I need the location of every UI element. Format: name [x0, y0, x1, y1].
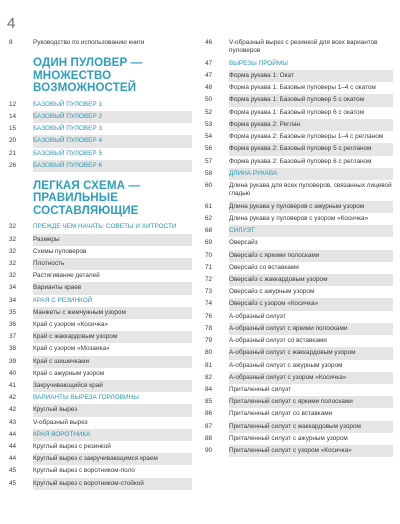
toc-entry-title: Оверсайз с яркими полосками — [229, 250, 393, 262]
toc-entry[interactable] — [205, 168, 393, 180]
section-heading-line: ЛЕГКАЯ СХЕМА — — [33, 178, 141, 192]
toc-entry-title: БАЗОВЫЙ ПУЛОВЕР 6 — [33, 160, 192, 172]
toc-page-number: 72 — [205, 276, 213, 284]
toc-page-number: 62 — [205, 215, 213, 223]
toc-entry[interactable] — [9, 135, 192, 147]
toc-page-number: 90 — [205, 446, 213, 454]
toc-entry-title: А-образный силуэт — [229, 312, 286, 320]
toc-entry[interactable] — [9, 307, 192, 319]
toc-entry-title: Длина рукава для всех пуловеров, связанных лицевой гладью — [229, 182, 392, 198]
toc-entry[interactable] — [9, 343, 192, 355]
toc-entry-title: Форма рукава 1: Окат — [229, 70, 393, 82]
toc-page-number: 52 — [205, 108, 213, 116]
toc-entry[interactable] — [205, 286, 393, 298]
toc-entry[interactable] — [205, 213, 393, 225]
toc-entry-title: Круглый вырез с закручивающимся краем — [33, 453, 192, 465]
toc-entry-title: Приталенный силуэт — [229, 385, 292, 393]
toc-page-number: 44 — [9, 430, 17, 438]
toc-entry[interactable] — [9, 429, 192, 441]
toc-entry[interactable] — [205, 225, 393, 237]
toc-page-number: 35 — [9, 308, 17, 316]
toc-entry-title: Форма рукава 1: Базовый пуловер 6 с окатом — [229, 108, 365, 116]
toc-entry[interactable] — [205, 107, 393, 119]
toc-entry[interactable] — [205, 445, 393, 457]
toc-entry[interactable] — [205, 262, 393, 274]
toc-entry[interactable] — [9, 246, 192, 258]
toc-page-number: 40 — [9, 369, 17, 377]
toc-page-number: 34 — [9, 296, 17, 304]
toc-entry[interactable] — [205, 274, 393, 286]
toc-entry[interactable] — [205, 250, 393, 262]
toc-page-number: 80 — [205, 349, 213, 357]
toc-entry-title: Край с узором «Мозаика» — [33, 345, 110, 353]
toc-page-number: 85 — [205, 398, 213, 406]
toc-entry[interactable] — [205, 94, 393, 106]
toc-left-column — [9, 37, 192, 490]
toc-entry-title: Варианты краев — [33, 282, 192, 294]
toc-entry-title: Приталенный силуэт с ажурным узором — [229, 434, 348, 442]
toc-entry[interactable] — [9, 380, 192, 392]
toc-page-number: 20 — [9, 137, 17, 145]
toc-entry-title: V-образный вырез с резинкой для всех вариантов пуловеров — [229, 39, 378, 55]
toc-page-number: 61 — [205, 202, 213, 210]
toc-entry[interactable] — [9, 160, 192, 172]
toc-page-number: 32 — [9, 223, 17, 231]
toc-entry[interactable] — [205, 237, 393, 249]
toc-page-number: 73 — [205, 288, 213, 296]
toc-entry-title: Закручивающийся край — [33, 380, 192, 392]
toc-page-number: 69 — [205, 239, 213, 247]
toc-entry-title: А-образный силуэт с жаккардовым узором — [229, 347, 393, 359]
toc-entry[interactable] — [205, 347, 393, 359]
toc-entry[interactable] — [205, 323, 393, 335]
toc-entry[interactable] — [9, 295, 192, 307]
toc-entry[interactable] — [9, 37, 192, 49]
toc-page-number: 12 — [9, 100, 17, 108]
toc-entry-title: Приталенный силуэт с яркими полосками — [229, 396, 393, 408]
toc-entry-title: Край с жаккардовым узором — [33, 331, 192, 343]
toc-entry-title: Оверсайз с узором «Косичка» — [229, 298, 393, 310]
toc-page-number: 45 — [9, 479, 17, 487]
toc-entry[interactable] — [9, 123, 192, 135]
toc-entry-title: Размеры — [33, 234, 192, 246]
toc-entry-title: Оверсайз с ажурным узором — [229, 288, 315, 296]
toc-entry[interactable] — [205, 433, 393, 445]
toc-page-number: 57 — [205, 157, 213, 165]
toc-page-number: 76 — [205, 312, 213, 320]
toc-entry[interactable] — [9, 258, 192, 270]
toc-entry-title: ВАРИАНТЫ ВЫРЕЗА ГОРЛОВИНЫ — [33, 394, 139, 402]
section-heading — [9, 180, 192, 218]
toc-entry[interactable] — [205, 143, 393, 155]
toc-entry-title: ПРЕЖДЕ ЧЕМ НАЧАТЬ: СОВЕТЫ И ХИТРОСТИ — [33, 223, 177, 231]
toc-entry[interactable] — [205, 119, 393, 131]
toc-entry-title: Форма рукава 1: Базовый пуловер 5 с окатом — [229, 94, 393, 106]
toc-entry[interactable] — [205, 70, 393, 82]
toc-page-number: 56 — [205, 145, 213, 153]
toc-page-number: 42 — [9, 394, 17, 402]
toc-page-number: 53 — [205, 120, 213, 128]
toc-page-number: 71 — [205, 263, 213, 271]
toc-entry-title: Край с шишечками — [33, 356, 192, 368]
toc-page-number: 70 — [205, 251, 213, 259]
toc-entry-title: Приталенный силуэт с жаккардовым узором — [229, 421, 393, 433]
toc-entry[interactable] — [205, 335, 393, 347]
toc-entry[interactable] — [9, 356, 192, 368]
toc-entry-title: А-образный силуэт со вставками — [229, 337, 327, 345]
section-heading-line: ОДИН ПУЛОВЕР — — [33, 56, 143, 70]
toc-entry-title: Плотность — [33, 258, 192, 270]
toc-page-number: 86 — [205, 410, 213, 418]
toc-entry-title: Край с ажурным узором — [33, 369, 105, 377]
toc-entry[interactable] — [205, 408, 393, 420]
toc-page-number: 15 — [9, 125, 17, 133]
toc-entry[interactable] — [205, 37, 393, 58]
toc-page-number: 32 — [9, 260, 17, 268]
toc-page-number: 41 — [9, 382, 17, 390]
toc-page-number: 79 — [205, 337, 213, 345]
toc-entry-title: БАЗОВЫЙ ПУЛОВЕР 2 — [33, 111, 192, 123]
page-number: 4 — [7, 15, 16, 32]
toc-entry[interactable] — [205, 131, 393, 143]
toc-entry[interactable] — [9, 465, 192, 477]
toc-entry-title: Форма рукава 2: Базовый пуловер 6 с регланом — [229, 157, 372, 165]
toc-page-number: 82 — [205, 373, 213, 381]
toc-page-number: 37 — [9, 333, 17, 341]
toc-entry-title: Круглый вырез с воротником-стойкой — [33, 478, 192, 490]
toc-page-number: 54 — [205, 133, 213, 141]
toc-entry-title: БАЗОВЫЙ ПУЛОВЕР 5 — [33, 149, 103, 157]
toc-entry-title: БАЗОВЫЙ ПУЛОВЕР 1 — [33, 100, 103, 108]
toc-entry[interactable] — [205, 396, 393, 408]
toc-entry[interactable] — [205, 156, 393, 168]
toc-entry[interactable] — [205, 421, 393, 433]
toc-entry[interactable] — [9, 111, 192, 123]
toc-entry[interactable] — [9, 99, 192, 111]
toc-page-number: 81 — [205, 361, 213, 369]
toc-entry[interactable] — [9, 148, 192, 160]
toc-page-number: 45 — [9, 467, 17, 475]
toc-entry-title: Форма рукава 2: Базовый пуловер 5 с регланом — [229, 143, 393, 155]
toc-page-number: 88 — [205, 434, 213, 442]
toc-entry-title: Форма рукава 2: Базовые пуловеры 1–4 с регланом — [229, 133, 384, 141]
section-heading-line: МНОЖЕСТВО ВОЗМОЖНОСТЕЙ — [33, 68, 137, 95]
toc-page-number: 78 — [205, 324, 213, 332]
toc-page-number: 14 — [9, 112, 17, 120]
toc-entry[interactable] — [9, 441, 192, 453]
toc-entry-title: КРАЯ ВОРОТНИКА — [33, 429, 192, 441]
toc-entry[interactable] — [9, 270, 192, 282]
toc-entry-title: Манжеты с жемчужным узором — [33, 307, 192, 319]
toc-page-number: 48 — [205, 84, 213, 92]
toc-page-number: 74 — [205, 300, 213, 308]
toc-entry-title: А-образный силуэт с яркими полосками — [229, 323, 393, 335]
toc-page-number: 46 — [205, 39, 213, 46]
toc-page-number: 39 — [9, 357, 17, 365]
toc-entry[interactable] — [9, 319, 192, 331]
toc-page-number: 84 — [205, 385, 213, 393]
toc-entry[interactable] — [9, 234, 192, 246]
toc-page-number: 32 — [9, 235, 17, 243]
toc-page-number: 87 — [205, 422, 213, 430]
toc-entry[interactable] — [9, 221, 192, 233]
toc-entry-title: Руководство по использованию книги — [33, 39, 145, 46]
toc-entry[interactable] — [9, 392, 192, 404]
toc-page-number: 44 — [9, 455, 17, 463]
toc-entry-title: Оверсайз — [229, 239, 258, 247]
toc-entry-title: Оверсайз со вставками — [229, 263, 299, 271]
toc-entry-title: Длина рукава у пуловеров с узором «Косичка» — [229, 215, 369, 223]
toc-page-number: 38 — [9, 345, 17, 353]
toc-entry-title: А-образный силуэт с ажурным узором — [229, 361, 343, 369]
toc-page-number: 44 — [9, 443, 17, 451]
toc-page-number: 60 — [205, 182, 213, 190]
toc-entry[interactable] — [205, 372, 393, 384]
toc-page-number: 47 — [205, 72, 213, 80]
toc-entry-title: ВЫРЕЗЫ ПРОЙМЫ — [229, 59, 288, 67]
toc-entry-title: КРАЯ С РЕЗИНКОЙ — [33, 296, 93, 304]
toc-entry[interactable] — [9, 404, 192, 416]
toc-page-number: 26 — [9, 161, 17, 169]
toc-page-number: 34 — [9, 284, 17, 292]
toc-entry-title: Форма рукава 1: Базовые пуловеры 1–4 с окатом — [229, 84, 376, 92]
toc-entry-title: Круглый вырез — [33, 404, 192, 416]
toc-page-number: 36 — [9, 321, 17, 329]
toc-entry[interactable] — [9, 282, 192, 294]
section-heading — [9, 57, 192, 95]
toc-entry-title: Приталенный силуэт со вставками — [229, 410, 333, 418]
toc-page-number: 58 — [205, 169, 213, 177]
toc-entry-title: Схемы пуловеров — [33, 247, 87, 255]
toc-entry-title: Круглый вырез с воротником-поло — [33, 467, 135, 475]
toc-entry[interactable] — [9, 368, 192, 380]
toc-entry-title: ДЛИНА РУКАВА — [229, 168, 393, 180]
toc-entry[interactable] — [205, 201, 393, 213]
toc-entry[interactable] — [9, 478, 192, 490]
toc-entry[interactable] — [205, 360, 393, 372]
toc-entry-title: БАЗОВЫЙ ПУЛОВЕР 3 — [33, 125, 103, 133]
toc-page-number: 8 — [9, 39, 13, 46]
toc-page-number: 68 — [205, 227, 213, 235]
toc-page-number: 21 — [9, 149, 17, 157]
toc-entry[interactable] — [205, 384, 393, 396]
toc-right-column — [205, 37, 393, 457]
toc-entry[interactable] — [205, 298, 393, 310]
toc-entry-title: V-образный вырез — [33, 418, 88, 426]
toc-entry[interactable] — [9, 331, 192, 343]
toc-entry-title: Длина рукава у пуловеров с ажурным узором — [229, 201, 393, 213]
toc-page-number: 32 — [9, 247, 17, 255]
toc-entry-title: Край с узором «Косичка» — [33, 321, 109, 329]
toc-page-number: 32 — [9, 272, 17, 280]
toc-entry[interactable] — [9, 417, 192, 429]
toc-entry-title: А-образный силуэт с узором «Косичка» — [229, 372, 393, 384]
toc-entry-title: Растягивание деталей — [33, 272, 100, 280]
toc-entry[interactable] — [205, 58, 393, 70]
toc-page-number: 42 — [9, 406, 17, 414]
toc-page-number: 47 — [205, 59, 213, 67]
toc-entry-title: Оверсайз с жаккардовым узором — [229, 274, 393, 286]
toc-entry-title: Приталенный силуэт с узором «Косичка» — [229, 445, 393, 457]
toc-entry-title: СИЛУЭТ — [229, 225, 393, 237]
toc-page-number: 50 — [205, 96, 213, 104]
section-heading-line: ПРАВИЛЬНЫЕ СОСТАВЛЯЮЩИЕ — [33, 191, 139, 217]
toc-entry[interactable] — [205, 180, 393, 201]
toc-entry-title: Круглый вырез с резинкой — [33, 443, 111, 451]
toc-entry[interactable] — [9, 453, 192, 465]
toc-entry[interactable] — [205, 311, 393, 323]
toc-page-number: 43 — [9, 418, 17, 426]
toc-entry[interactable] — [205, 82, 393, 94]
toc-entry-title: Форма рукава 2: Реглан — [229, 119, 393, 131]
toc-entry-title: БАЗОВЫЙ ПУЛОВЕР 4 — [33, 135, 192, 147]
